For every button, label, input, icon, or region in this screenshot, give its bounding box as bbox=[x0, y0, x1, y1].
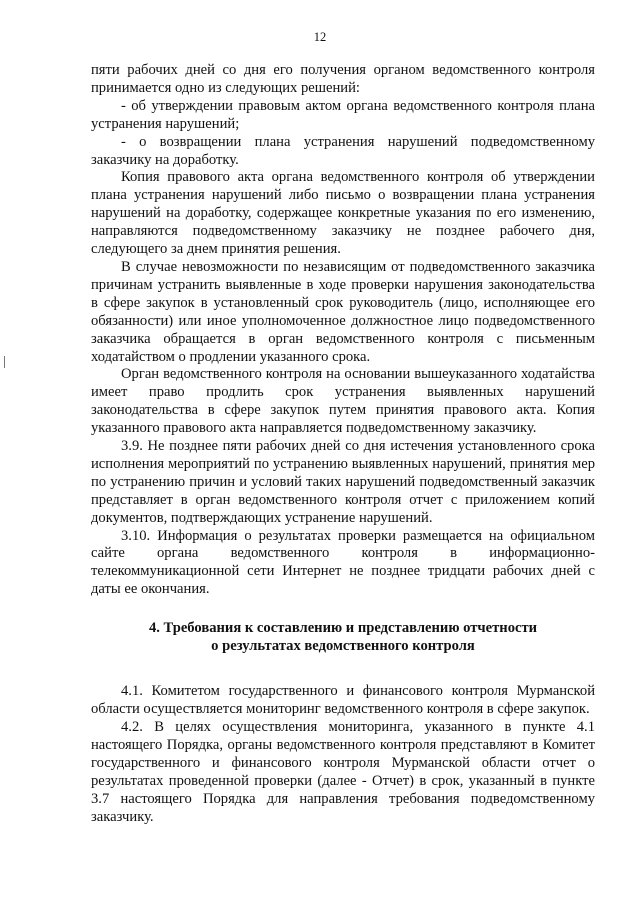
paragraph: Копия правового акта органа ведомственного контроля об утверждении плана устранения нарушений либо письмо о возвращении плана устранения нарушений на доработку, содержащее конкретные указания по его изменению, направляются подведомственному заказчику не позднее рабочего дня, следующего за днем принятия решения. bbox=[91, 169, 595, 258]
section-title-line-1: 4. Требования к составлению и представлению отчетности bbox=[148, 620, 538, 637]
paragraph: 4.1. Комитетом государственного и финансового контроля Мурманской области осуществляется мониторинг ведомственного контроля в сфере закупок. bbox=[91, 683, 595, 718]
paragraph: Орган ведомственного контроля на основании вышеуказанного ходатайства имеет право продлить срок устранения выявленных нарушений законодательства в сфере закупок путем принятия правового акта. Копия указанного правового акта направляется подведомственному заказчику. bbox=[91, 366, 595, 437]
paragraph: - о возвращении плана устранения нарушений подведомственному заказчику на доработку. bbox=[91, 133, 595, 168]
paragraph: 3.10. Информация о результатах проверки размещается на официальном сайте органа ведомственного контроля в информационно-телекоммуникационной сети Интернет не позднее тридцати рабочих дней с даты ее окончания. bbox=[91, 527, 595, 598]
paragraph: 4.2. В целях осуществления мониторинга, указанного в пункте 4.1 настоящего Порядка, органы ведомственного контроля представляют в Комитет государственного и финансового контроля Мурманской области отчет о результатах проведенной проверки (далее - Отчет) в срок, указанный в пункте 3.7 настоящего Порядка для направления требования подведомственному заказчику. bbox=[91, 719, 595, 825]
paragraph: 3.9. Не позднее пяти рабочих дней со дня истечения установленного срока исполнения мероприятий по устранению выявленных нарушений, принятия мер по устранению причин и условий таких нарушений подведомственный заказчик представляет в орган ведомственного контроля отчет с приложением копий документов, подтверждающих устранение нарушений. bbox=[91, 438, 595, 526]
page-number: 12 bbox=[313, 30, 327, 44]
paragraph: В случае невозможности по независящим от подведомственного заказчика причинам устранить выявленные в ходе проверки нарушения законодательства в сфере закупок в установленный срок руководитель (лицо, исполняющее его обязанности) или иное уполномоченное должностное лицо подведомственного заказчика обращается в орган ведомственного контроля с письменным ходатайством о продлении указанного срока. bbox=[91, 258, 595, 365]
section-title bbox=[91, 619, 595, 655]
paragraph: - об утверждении правовым актом органа ведомственного контроля плана устранения нарушений; bbox=[91, 97, 595, 132]
paragraphs-after bbox=[91, 683, 595, 826]
margin-mark bbox=[4, 356, 5, 368]
document-body bbox=[91, 62, 595, 826]
paragraph: пяти рабочих дней со дня его получения органом ведомственного контроля принимается одно из следующих решений: bbox=[91, 62, 595, 96]
paragraphs-before bbox=[91, 62, 595, 599]
section-title-line-2: о результатах ведомственного контроля bbox=[211, 638, 475, 655]
